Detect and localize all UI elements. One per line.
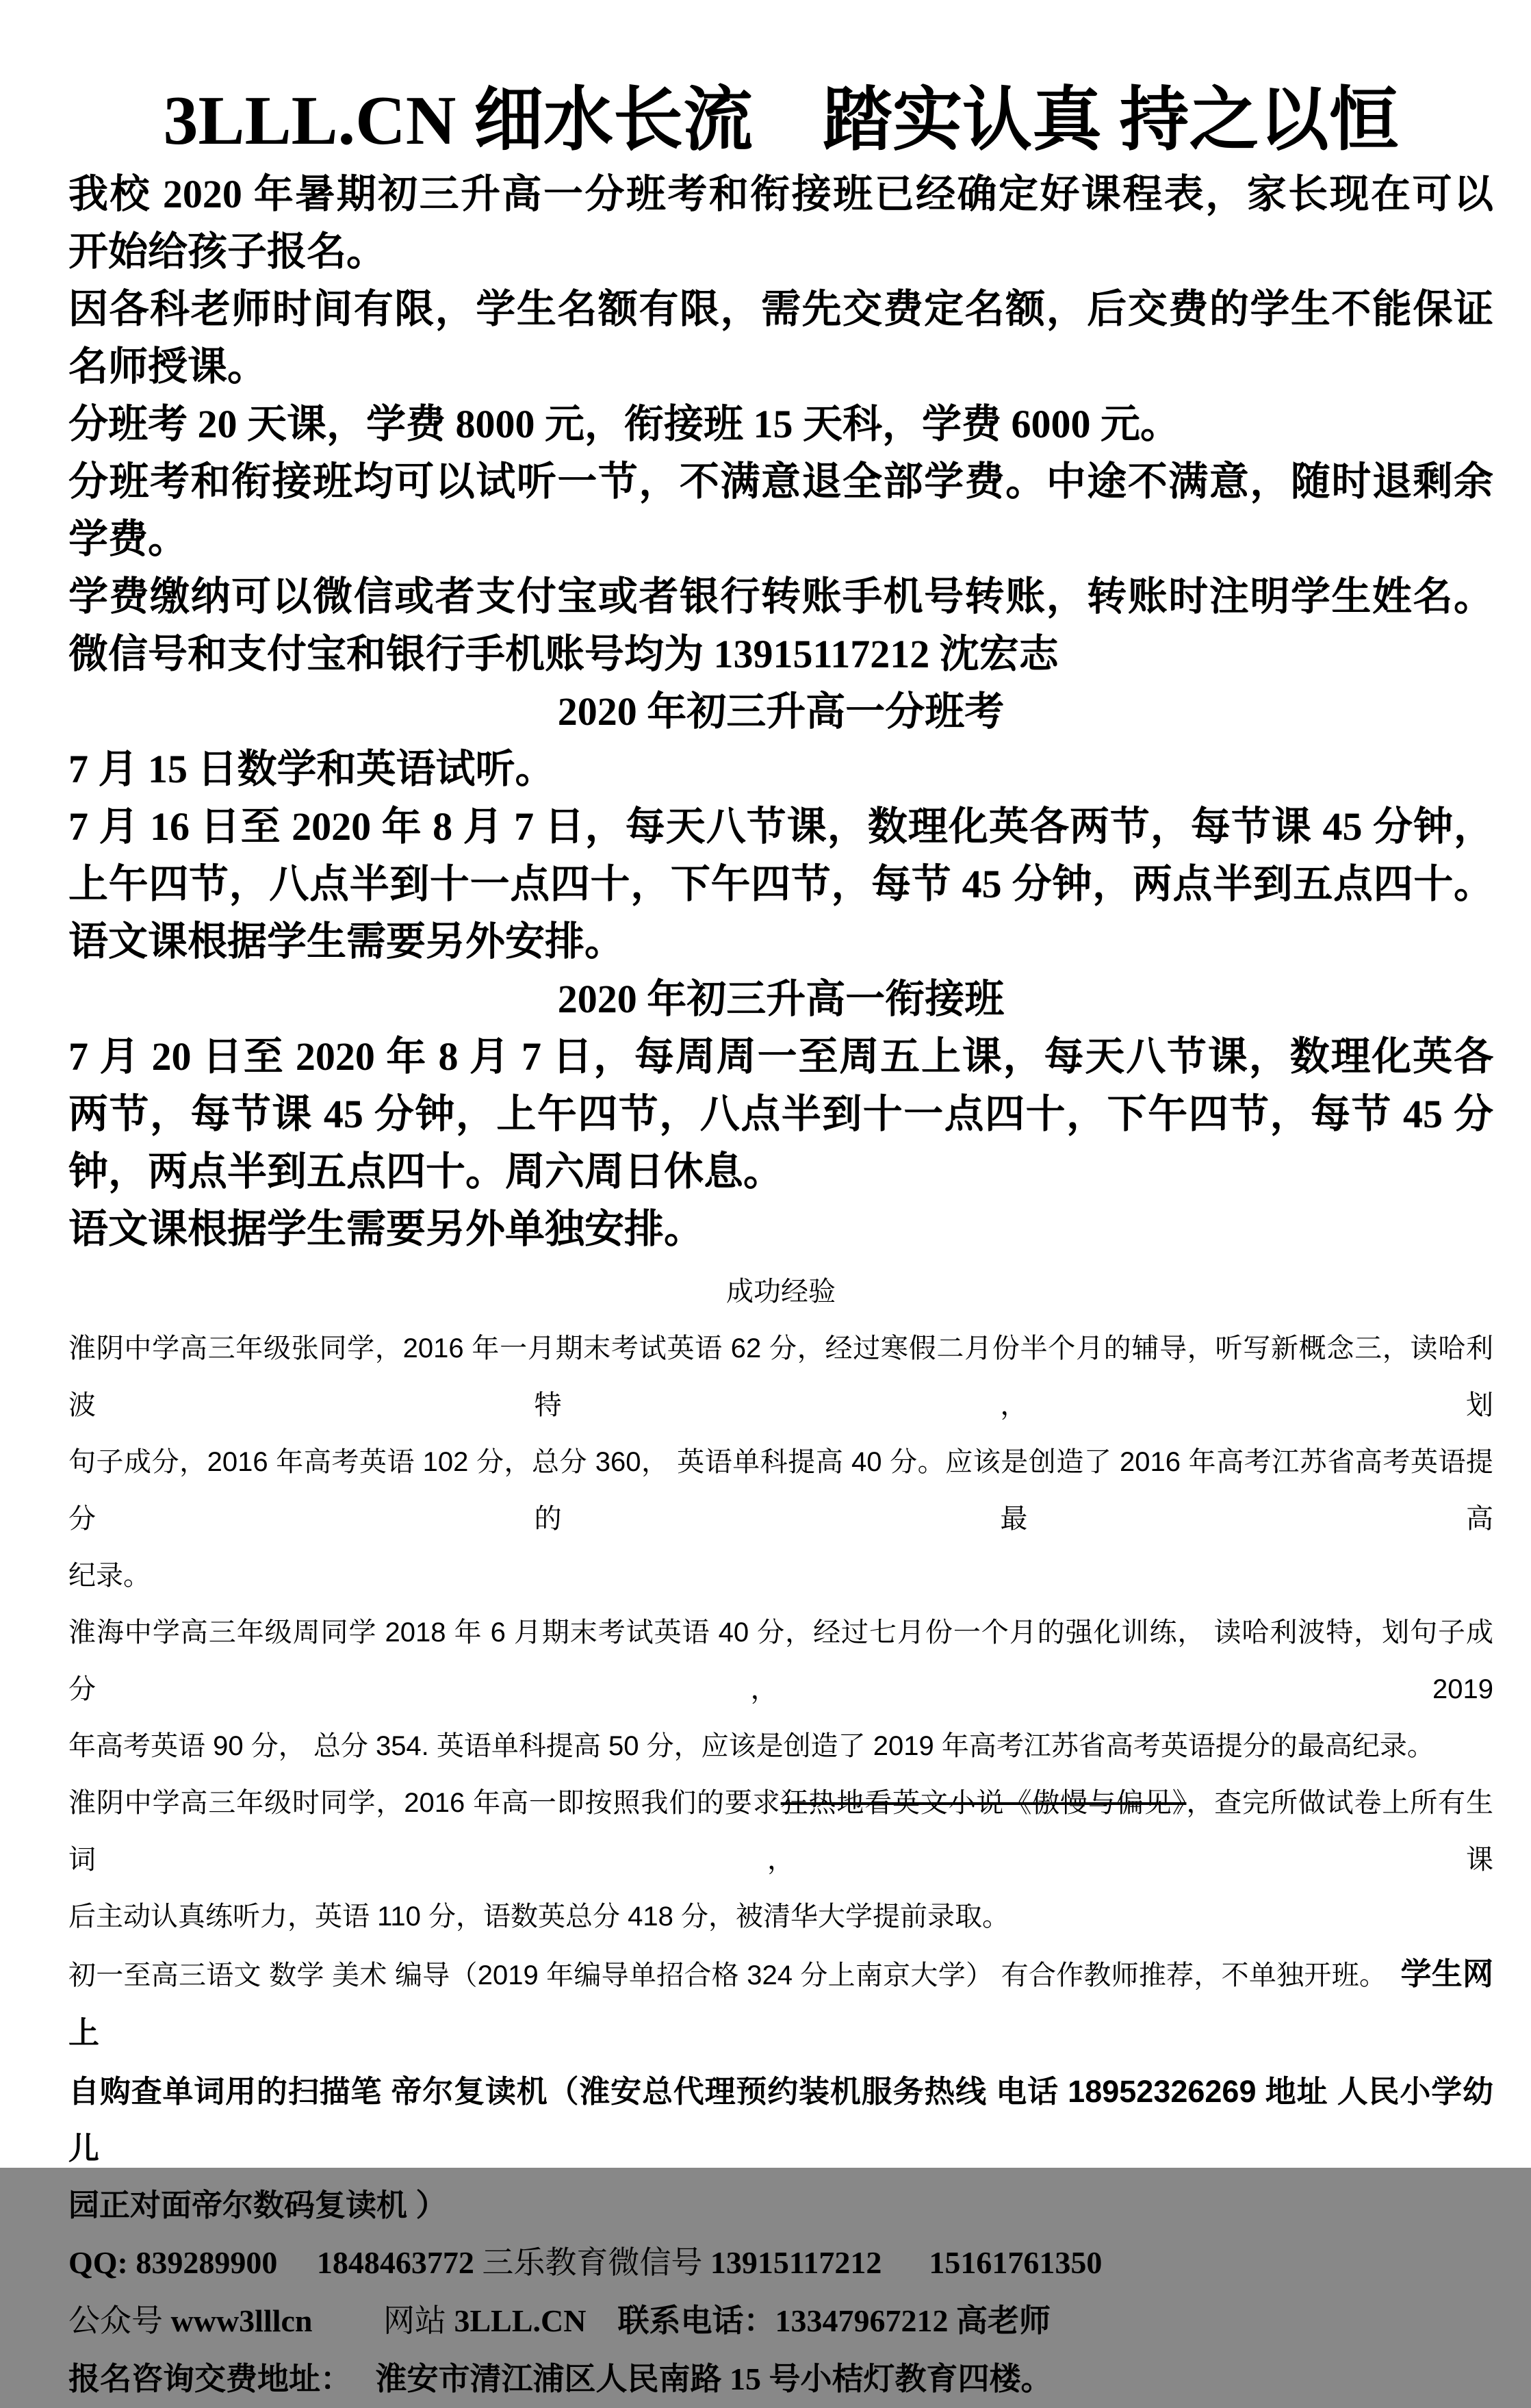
text-segment: www3lllcn — [170, 2303, 313, 2338]
text-line — [68, 913, 1493, 971]
text-line — [68, 568, 1493, 626]
text-line — [68, 1548, 1493, 1604]
text-segment: 成功经验 — [726, 1277, 836, 1307]
text-segment: 初一至高三语文 数学 美术 编导（2019 年编导单招合格 324 分上南京大学） 有合作教师推荐，不单独开班。 — [68, 1960, 1401, 1990]
text-segment: 上午四节，八点半到十一点四十，下午四节，每节 45 分钟，两点半到五点四十。 — [68, 862, 1493, 906]
contact-address-line — [68, 2350, 1493, 2408]
placement-exam-heading — [68, 683, 1493, 741]
text-line — [68, 1434, 1493, 1548]
text-segment: 报名咨询交费地址： 淮安市清江浦区人民南路 15 号小桔灯教育四楼。 — [68, 2361, 1053, 2396]
text-line — [68, 1718, 1493, 1775]
text-line — [68, 2063, 1493, 2177]
text-segment: 后主动认真练听力，英语 110 分，语数英总分 418 分，被清华大学提前录取。 — [68, 1901, 1009, 1932]
text-segment: 淮阴中学高三年级时同学，2016 年高一即按照我们的要求 — [68, 1788, 781, 1818]
text-segment: 因各科老师时间有限，学生名额有限，需先交费定名额，后交费的学生不能保证 — [68, 287, 1493, 331]
page-title: 3LLL.CN 细水长流 踏实认真 持之以恒 — [163, 82, 1399, 159]
text-segment: ，查完所做试卷上所有生词，课 — [68, 1788, 1494, 1875]
text-segment: 淮阴中学高三年级张同学，2016 年一月期末考试英语 62 分，经过寒假二月份半个月的辅导，听写新概念三，读哈利波特，划 — [68, 1333, 1493, 1420]
text-segment: 公众号 — [68, 2303, 171, 2338]
text-segment: 2020 年初三升高一分班考 — [557, 689, 1005, 734]
text-segment: 两节，每节课 45 分钟，上午四节，八点半到十一点四十，下午四节，每节 45 分 — [68, 1092, 1493, 1136]
text-segment: 年高考英语 90 分， 总分 354. 英语单科提高 50 分，应该是创造了 2019 年高考江苏省高考英语提分的最高纪录。 — [68, 1731, 1434, 1761]
text-line — [68, 798, 1493, 856]
document-body — [68, 166, 1493, 2408]
text-segment: 分班考 20 天课，学费 8000 元，衔接班 15 天科，学费 6000 元。 — [68, 402, 1181, 446]
text-segment: 淮海中学高三年级周同学 2018 年 6 月期末考试英语 40 分，经过七月份一个月的强化训练， 读哈利波特，划句子成分，2019 — [68, 1617, 1493, 1704]
text-segment: 2020 年初三升高一衔接班 — [557, 977, 1005, 1021]
text-segment: 7 月 20 日至 2020 年 8 月 7 日，每周周一至周五上课，每天八节课，数理化英各 — [68, 1034, 1493, 1079]
text-line — [68, 2177, 1493, 2233]
text-segment: 我校 2020 年暑期初三升高一分班考和衔接班已经确定好课程表，家长现在可以 — [68, 172, 1493, 216]
text-segment: 7 月 15 日数学和英语试听。 — [68, 747, 555, 791]
text-line — [68, 281, 1493, 338]
text-segment: 园正对面帝尔数码复读机 ） — [68, 2188, 447, 2223]
text-segment: 分班考和衔接班均可以试听一节，不满意退全部学费。中途不满意，随时退剩余 — [68, 459, 1493, 504]
text-line — [68, 1143, 1493, 1201]
text-line — [68, 1028, 1493, 1086]
text-segment: 钟，两点半到五点四十。周六周日休息。 — [68, 1149, 784, 1194]
text-line — [68, 1775, 1493, 1888]
text-line — [68, 1086, 1493, 1143]
text-line — [68, 1201, 1493, 1258]
highlight-text: 学生网上 — [68, 1956, 1493, 2050]
text-line — [68, 1888, 1493, 1945]
text-segment: 开始给孩子报名。 — [68, 229, 387, 274]
text-line — [68, 166, 1493, 223]
text-segment: 自购查单词用的扫描笔 帝尔复读机（淮安总代理预约装机服务热线 电话 18952326269 地址 人民小学幼儿 — [68, 2074, 1493, 2166]
text-segment: 语文课根据学生需要另外安排。 — [68, 919, 625, 964]
text-segment: 13915117212 15161761350 — [710, 2245, 1103, 2280]
text-line — [68, 511, 1493, 568]
struck-text: 狂热地看英文小说《傲慢与偏见》 — [780, 1788, 1187, 1818]
text-line — [68, 453, 1493, 511]
text-segment: QQ: 839289900 1848463772 — [68, 2245, 483, 2280]
text-segment: 句子成分，2016 年高考英语 102 分，总分 360， 英语单科提高 40 分。应该是创造了 2016 年高考江苏省高考英语提分的最高 — [68, 1447, 1493, 1534]
text-segment: 联系电话：13347967212 高老师 — [586, 2303, 1051, 2338]
text-line — [68, 1320, 1493, 1434]
text-segment: 三乐教育微信号 — [482, 2245, 710, 2280]
text-segment: 网站 — [312, 2303, 454, 2338]
text-segment: 学费缴纳可以微信或者支付宝或者银行转账手机号转账，转账时注明学生姓名。 — [68, 574, 1493, 619]
text-line — [68, 1604, 1493, 1718]
text-line — [68, 396, 1493, 453]
text-line — [68, 338, 1493, 396]
text-segment: 纪录。 — [68, 1561, 151, 1591]
success-heading — [68, 1264, 1493, 1320]
text-line — [68, 626, 1493, 683]
text-segment: 语文课根据学生需要另外单独安排。 — [68, 1207, 704, 1251]
text-line — [68, 1945, 1493, 2063]
text-segment: 3LLL.CN — [454, 2303, 587, 2338]
text-segment: 微信号和支付宝和银行手机账号均为 13915117212 沈宏志 — [68, 632, 1059, 676]
text-segment: 学费。 — [68, 517, 188, 561]
text-line — [68, 856, 1493, 913]
text-line — [68, 741, 1493, 798]
contact-qq-line — [68, 2233, 1493, 2292]
text-segment: 7 月 16 日至 2020 年 8 月 7 日，每天八节课，数理化英各两节，每节课 45 分钟， — [68, 804, 1493, 849]
contact-web-line — [68, 2292, 1493, 2350]
bridge-class-heading — [68, 971, 1493, 1028]
text-line — [68, 223, 1493, 281]
text-segment: 名师授课。 — [68, 344, 268, 389]
